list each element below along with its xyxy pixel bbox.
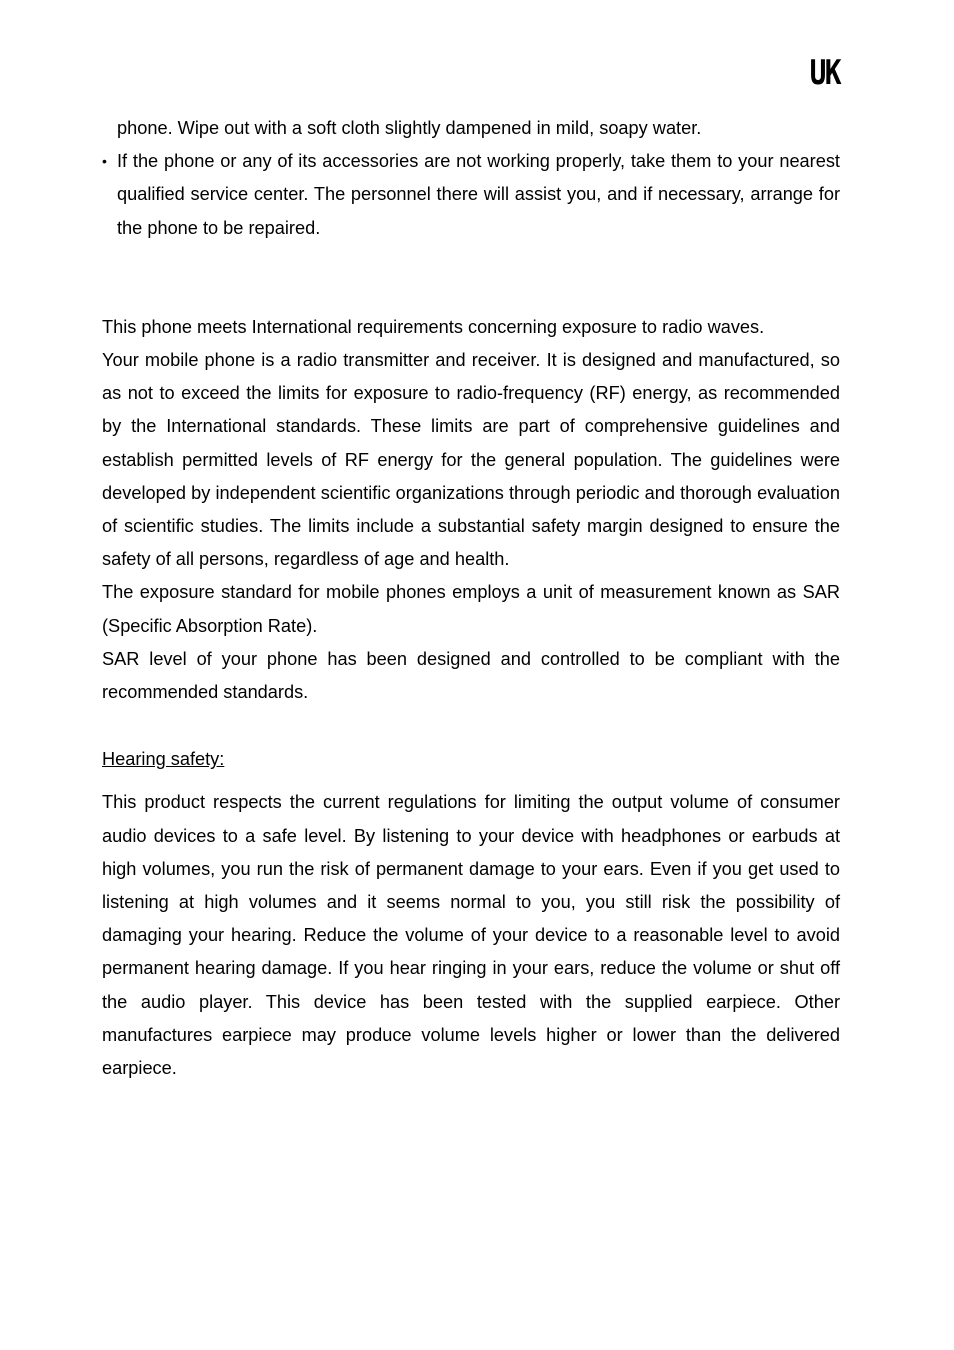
bullet-dot-icon: • — [102, 153, 107, 170]
section-spacer — [102, 709, 840, 743]
document-body — [102, 112, 840, 1085]
rf-body: Your mobile phone is a radio transmitter and receiver. It is designed and manufactured, so as not to exceed the limits for exposure to radio-frequency (RF) energy, as recommended by the International standards. These limits are part of comprehensive guidelines and establish permitted levels of RF energy for the general population. The guidelines were developed by independent scientific organizations through periodic and thorough evaluation of scientific studies. The limits include a substantial safety margin designed to ensure the safety of all persons, regardless of age and health. — [102, 350, 840, 570]
section-spacer — [102, 245, 840, 311]
hearing-safety-body: This product respects the current regulations for limiting the output volume of consumer audio devices to a safe level. By listening to your device with headphones or earbuds at high volumes, you run the risk of permanent damage to your ears. Even if you get used to listening at high volumes and it seems normal to you, you still risk the possibility of damaging your hearing. Reduce the volume of your device to a reasonable level to avoid permanent hearing damage. If you hear ringing in your ears, reduce the volume or shut off the audio player. This device has been tested with the supplied earpiece. Other manufactures earpiece may produce volume levels higher or lower than the delivered earpiece. — [102, 792, 840, 1079]
heading-spacer — [102, 776, 840, 786]
care-continuation: phone. Wipe out with a soft cloth slightly dampened in mild, soapy water. — [117, 118, 702, 138]
language-code: UK — [809, 53, 840, 93]
care-bullet-item — [102, 145, 840, 245]
rf-intro: This phone meets International requirements concerning exposure to radio waves. — [102, 316, 765, 337]
care-bullet-text: If the phone or any of its accessories are not working properly, take them to your nearest qualified service center. The personnel there will assist you, and if necessary, arrange for the phone to be repaired. — [117, 151, 840, 238]
sar-definition: The exposure standard for mobile phones employs a unit of measurement known as SAR (Specific Absorption Rate). — [102, 582, 840, 636]
hearing-safety-heading: Hearing safety: — [102, 749, 225, 770]
sar-compliance: SAR level of your phone has been designed and controlled to be compliant with the recommended standards. — [102, 648, 840, 703]
